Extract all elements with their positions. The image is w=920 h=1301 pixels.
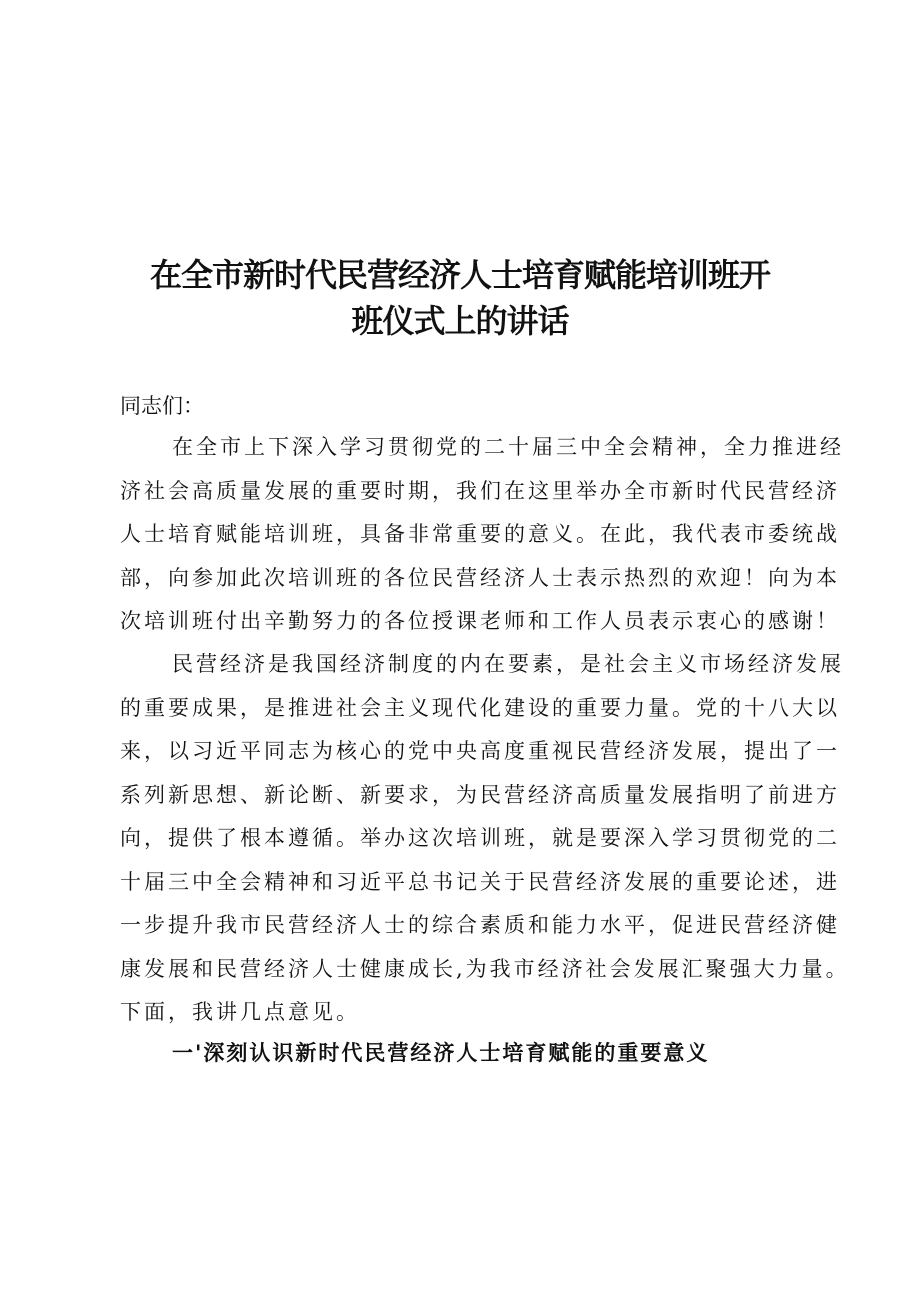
paragraph-line: 部，向参加此次培训班的各位民营经济人士表示热烈的欢迎！向为本 bbox=[120, 565, 840, 590]
paragraph-line: 系列新思想、新论断、新要求，为民营经济高质量发展指明了前进方 bbox=[120, 782, 840, 807]
paragraph-line: 康发展和民营经济人士健康成长,为我市经济社会发展汇聚强大力量。 bbox=[120, 956, 850, 981]
paragraph-line: 济社会高质量发展的重要时期，我们在这里举办全市新时代民营经济 bbox=[120, 478, 840, 503]
speech-title bbox=[110, 252, 810, 344]
paragraph-opening bbox=[120, 426, 844, 644]
paragraph-line: 来，以习近平同志为核心的党中央高度重视民营经济发展，提出了一 bbox=[120, 739, 840, 763]
paragraph-line: 人士培育赋能培训班，具备非常重要的意义。在此，我代表市委统战 bbox=[120, 522, 840, 546]
title-line: 班仪式上的讲话 bbox=[351, 302, 569, 340]
salutation: 同志们： bbox=[120, 394, 204, 418]
title-line: 在全市新时代民营经济人士培育赋能培训班开 bbox=[149, 256, 770, 294]
paragraph-line: 向，提供了根本遵循。举办这次培训班，就是要深入学习贯彻党的二 bbox=[120, 826, 840, 850]
paragraph-line: 的重要成果，是推进社会主义现代化建设的重要力量。党的十八大以 bbox=[120, 695, 840, 720]
paragraph-line: 次培训班付出辛勤努力的各位授课老师和工作人员表示衷心的感谢！ bbox=[120, 609, 840, 633]
paragraph-line: 民营经济是我国经济制度的内在要素，是社会主义市场经济发展 bbox=[172, 652, 844, 676]
paragraph-line: 下面，我讲几点意见。 bbox=[120, 1000, 360, 1024]
paragraph-line: 一步提升我市民营经济人士的综合素质和能力水平，促进民营经济健 bbox=[120, 913, 840, 937]
paragraph-line: 在全市上下深入学习贯彻党的二十届三中全会精神，全力推进经 bbox=[172, 435, 844, 459]
paragraph-line: 十届三中全会精神和习近平总书记关于民营经济发展的重要论述，进 bbox=[120, 869, 840, 894]
paragraph-private-economy bbox=[120, 643, 850, 1035]
section-heading: 一'深刻认识新时代民营经济人士培育赋能的重要意义 bbox=[172, 1041, 710, 1065]
